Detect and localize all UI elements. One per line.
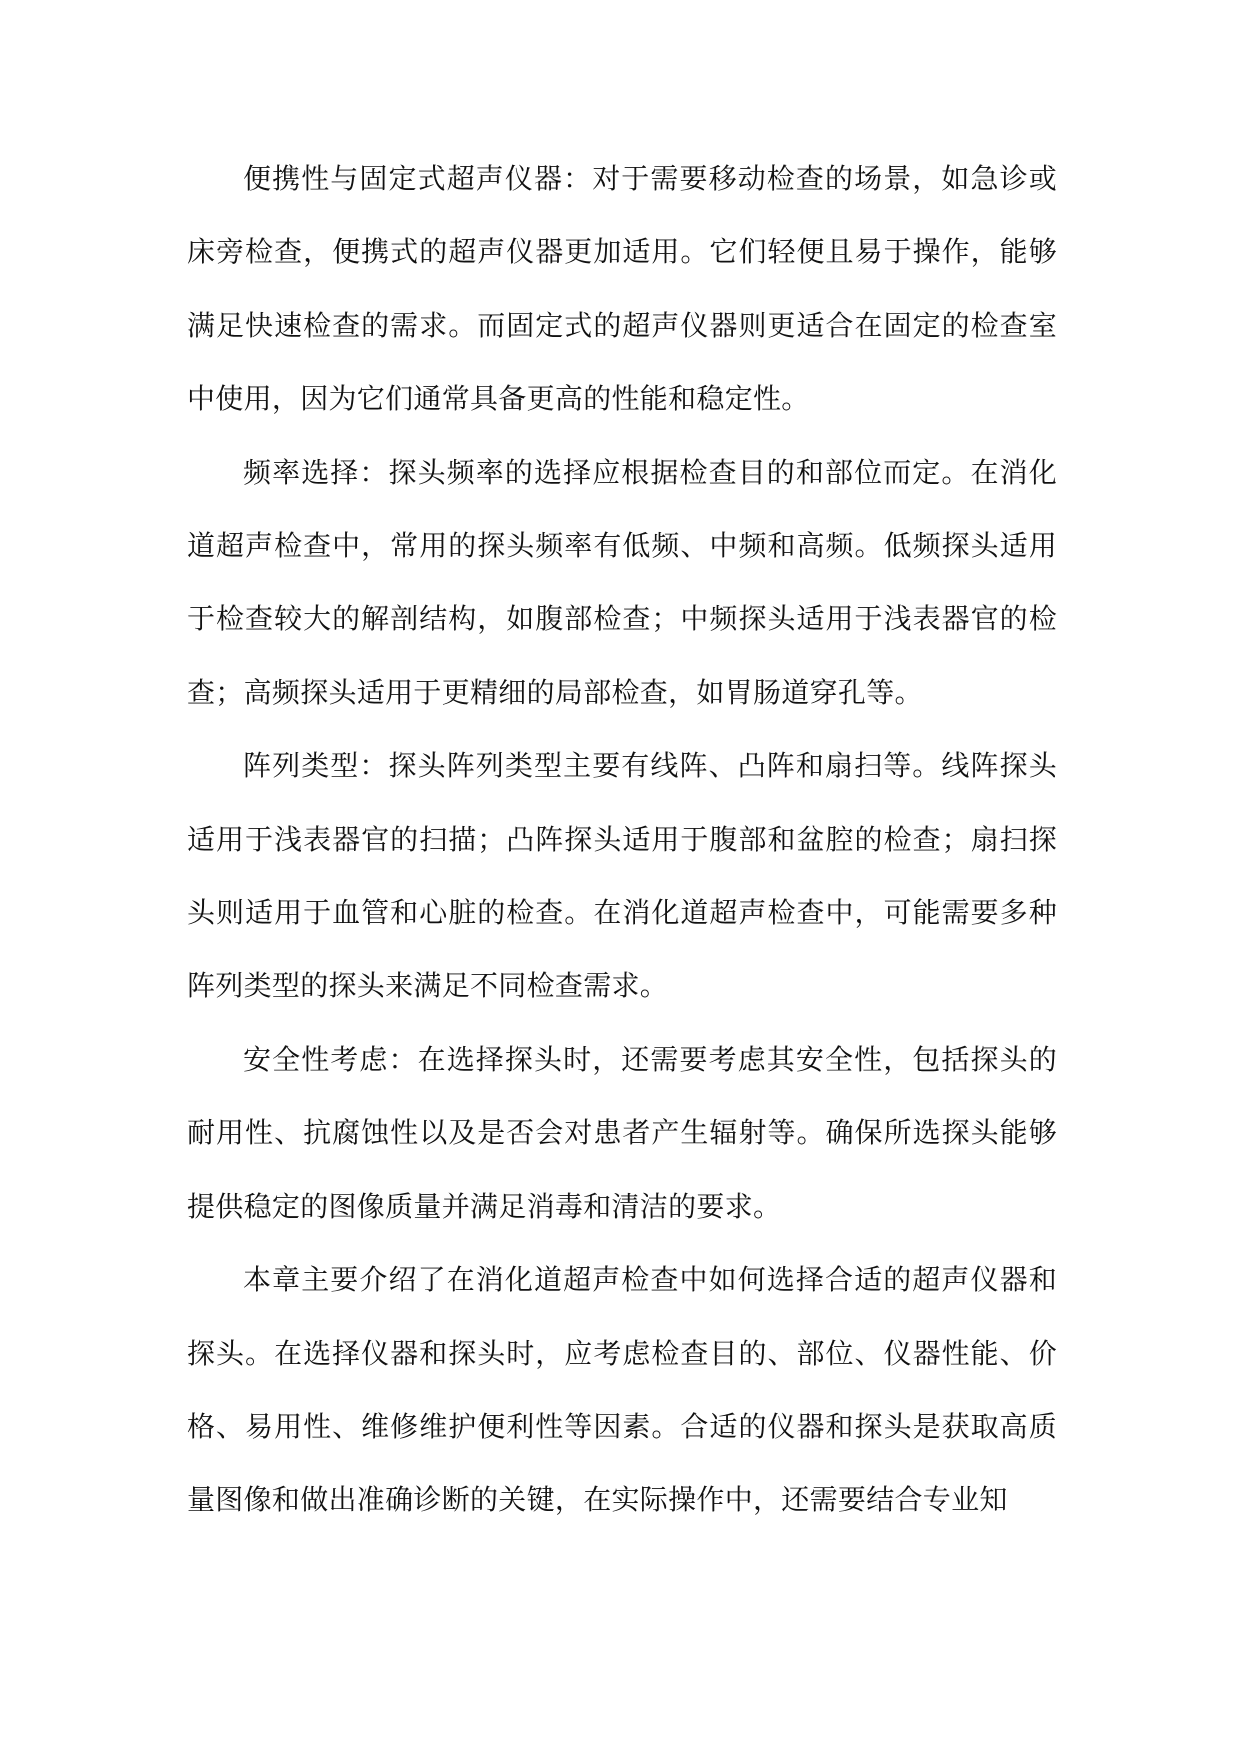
paragraph-safety: 安全性考虑：在选择探头时，还需要考虑其安全性，包括探头的耐用性、抗腐蚀性以及是否会对患者产生辐射等。确保所选探头能够提供稳定的图像质量并满足消毒和清洁的要求。 <box>187 1042 1057 1223</box>
paragraph-portable-vs-fixed: 便携性与固定式超声仪器：对于需要移动检查的场景，如急诊或床旁检查，便携式的超声仪器更加适用。它们轻便且易于操作，能够满足快速检查的需求。而固定式的超声仪器则更适合在固定的检查室中使用，因为它们通常具备更高的性能和稳定性。 <box>187 162 1057 416</box>
paragraph-chapter-summary: 本章主要介绍了在消化道超声检查中如何选择合适的超声仪器和探头。在选择仪器和探头时，应考虑检查目的、部位、仪器性能、价格、易用性、维修维护便利性等因素。合适的仪器和探头是获取高质量图像和做出准确诊断的关键，在实际操作中，还需要结合专业知 <box>187 1263 1057 1517</box>
paragraph-frequency-selection: 频率选择：探头频率的选择应根据检查目的和部位而定。在消化道超声检查中，常用的探头频率有低频、中频和高频。低频探头适用于检查较大的解剖结构，如腹部检查；中频探头适用于浅表器官的检查；高频探头适用于更精细的局部检查，如胃肠道穿孔等。 <box>187 455 1057 709</box>
body-text <box>187 142 1057 1537</box>
paragraph-array-type: 阵列类型：探头阵列类型主要有线阵、凸阵和扇扫等。线阵探头适用于浅表器官的扫描；凸阵探头适用于腹部和盆腔的检查；扇扫探头则适用于血管和心脏的检查。在消化道超声检查中，可能需要多种阵列类型的探头来满足不同检查需求。 <box>187 749 1057 1003</box>
